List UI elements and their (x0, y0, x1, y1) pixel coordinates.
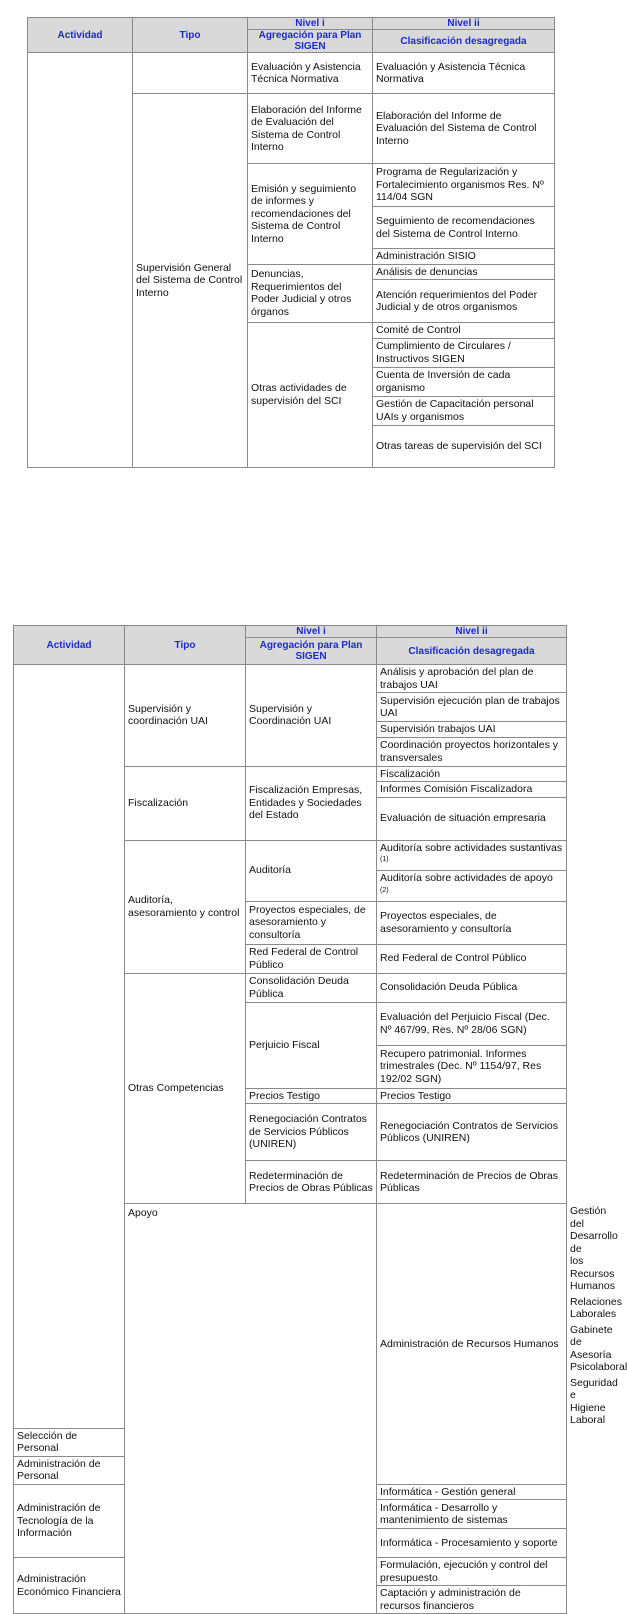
nivel-i-cell: Redeterminación de Precios de Obras Públicas (246, 1161, 377, 1204)
nivel-i-cell: Administración de Recursos Humanos (377, 1204, 567, 1485)
tipo-cell: Auditoría, asesoramiento y control (125, 840, 246, 973)
nivel-ii-cell: Recupero patrimonial. Informes trimestrales (Dec. Nº 1154/97, Res 192/02 SGN) (377, 1045, 567, 1088)
nivel-i-cell: Renegociación Contratos de Servicios Públicos (UNIREN) (246, 1104, 377, 1161)
nivel-ii-cell: Seguimiento de recomendaciones del Sistema de Control Interno (373, 207, 555, 249)
header-nivel-ii: Nivel ii (377, 626, 567, 638)
nivel-i-cell: Evaluación y Asistencia Técnica Normativa (248, 53, 373, 94)
classification-table-2: Actividad Tipo Nivel i Nivel ii Agregación para Plan SIGEN Clasificación desagregada Supervisión y coordinación UAI Supervisión y Coordinación UAI Análisis y aprobación del plan de trabajos UAI Supervisión ejecución plan de trabajos UAI Supervisión trabajos UAI Coordinación proyectos horizontales y transversales Fiscalización Fiscalización Empresas, Entidades y Sociedades del Estado Fiscalización Informes Comisión Fiscalizadora Evaluación de situación empresaria Auditoría, asesoramiento y control Auditoría Auditoría sobre actividades sustantivas $^{(1)}$ Auditoría sobre actividades de apoyo $^{(2)}$ Proyectos especiales, de asesoramiento y consultoría Proyectos especiales, de asesoramiento y consultoría Red Federal de Control Público Red Federal de Control Público Otras Competencias Consolidación Deuda Pública Consolidación Deuda Pública Perjuicio Fiscal Evaluación del Perjuicio Fiscal (Dec. Nº 467/99, Res. Nº 28/06 SGN) Recupero patrimonial. Informes trimestrales (Dec. Nº 1154/97, Res 192/02 SGN) Precios Testigo Precios Testigo Renegociación Contratos de Servicios Públicos (UNIREN) Renegociación Contratos de Servicios Públicos (UNIREN) Redeterminación de Precios de Obras Públicas Redeterminación de Precios de Obras Públicas Apoyo Administración de Recursos Humanos Gestión del Desarrollo de los Recursos Humanos Relaciones Laborales Gabinete de Asesoría Psicolaboral Seguridad e Higiene Laboral Selección de Personal Administración de Personal Administración de Tecnología de la Información Informática - Gestión general Informática - Desarrollo y mantenimiento de sistemas Informática - Procesamiento y soporte Administración Económico Financiera Formulación, ejecución y control del presupuesto Captación y administración de recursos financieros (13, 625, 567, 1614)
header-clasificacion: Clasificación desagregada (377, 638, 567, 665)
nivel-ii-cell: Análisis y aprobación del plan de trabajos UAI (377, 665, 567, 693)
nivel-ii-cell: Comité de Control (373, 323, 555, 339)
nivel-ii-cell: Otras tareas de supervisión del SCI (373, 425, 555, 467)
header-agregacion: Agregación para Plan SIGEN (246, 638, 377, 665)
header-tipo: Tipo (133, 18, 248, 53)
classification-table-1 (27, 17, 555, 468)
nivel-ii-cell: Informática - Gestión general (377, 1484, 567, 1500)
nivel-ii-cell: Selección de Personal (14, 1428, 125, 1456)
nivel-ii-cell (377, 840, 567, 871)
nivel-ii-cell: Formulación, ejecución y control del presupuesto (377, 1558, 567, 1586)
auditoria-apoyo-text: Auditoría sobre actividades de apoyo (380, 872, 553, 884)
nivel-ii-cell: Informática - Desarrollo y mantenimiento de sistemas (377, 1500, 567, 1529)
nivel-ii-cell: Redeterminación de Precios de Obras Públicas (377, 1161, 567, 1204)
nivel-ii-cell: Fiscalización (377, 766, 567, 782)
nivel-ii-cell: Programa de Regularización y Fortalecimiento organismos Res. Nº 114/04 SGN (373, 164, 555, 207)
nivel-ii-cell (377, 871, 567, 902)
tipo-cell-blank (133, 53, 248, 94)
nivel-ii-cell: Evaluación del Perjuicio Fiscal (Dec. Nº 467/99, Res. Nº 28/06 SGN) (377, 1002, 567, 1045)
header-nivel-ii: Nivel ii (373, 18, 555, 30)
header-agregacion: Agregación para Plan SIGEN (248, 30, 373, 53)
footnote-2-marker: (2) (380, 886, 389, 894)
tipo-cell: Supervisión General del Sistema de Control Interno (133, 94, 248, 468)
header-nivel-i: Nivel i (246, 626, 377, 638)
nivel-ii-cell: Coordinación proyectos horizontales y transversales (377, 737, 567, 766)
nivel-i-cell: Precios Testigo (246, 1088, 377, 1104)
header-tipo: Tipo (125, 626, 246, 665)
nivel-i-cell: Consolidación Deuda Pública (246, 973, 377, 1002)
header-actividad: Actividad (28, 18, 133, 53)
tipo-cell: Supervisión y coordinación UAI (125, 665, 246, 767)
header-actividad: Actividad (14, 626, 125, 665)
nivel-ii-cell: Supervisión trabajos UAI (377, 722, 567, 738)
nivel-i-cell: Denuncias, Requerimientos del Poder Judicial y otros órganos (248, 264, 373, 323)
nivel-ii-cell: Administración de Personal (14, 1456, 125, 1484)
nivel-ii-cell: Captación y administración de recursos financieros (377, 1586, 567, 1614)
nivel-i-cell: Administración Económico Financiera (14, 1558, 125, 1614)
nivel-i-cell: Red Federal de Control Público (246, 944, 377, 973)
nivel-i-cell: Auditoría (246, 840, 377, 901)
nivel-i-cell: Proyectos especiales, de asesoramiento y consultoría (246, 901, 377, 944)
nivel-ii-cell: Red Federal de Control Público (377, 944, 567, 973)
nivel-ii-cell: Informática - Procesamiento y soporte (377, 1529, 567, 1558)
nivel-ii-cell: Atención requerimientos del Poder Judicial y de otros organismos (373, 280, 555, 323)
nivel-ii-cell: Supervisión ejecución plan de trabajos UAI (377, 693, 567, 722)
nivel-ii-cell: Precios Testigo (377, 1088, 567, 1104)
nivel-ii-cell: Proyectos especiales, de asesoramiento y consultoría (377, 901, 567, 944)
nivel-ii-cell: Cuenta de Inversión de cada organismo (373, 367, 555, 396)
nivel-ii-cell: Evaluación de situación empresaria (377, 797, 567, 840)
nivel-ii-cell: Informes Comisión Fiscalizadora (377, 782, 567, 798)
nivel-i-cell: Otras actividades de supervisión del SCI (248, 323, 373, 468)
nivel-i-cell: Elaboración del Informe de Evaluación del Sistema de Control Interno (248, 94, 373, 164)
header-clasificacion: Clasificación desagregada (373, 30, 555, 53)
nivel-ii-cell: Elaboración del Informe de Evaluación del Sistema de Control Interno (373, 94, 555, 164)
footnote-1-marker: (1) (380, 856, 389, 863)
apoyo-cell: Apoyo (125, 1204, 377, 1614)
nivel-ii-cell: Consolidación Deuda Pública (377, 973, 567, 1002)
nivel-ii-cell: Análisis de denuncias (373, 264, 555, 280)
tipo-cell: Otras Competencias (125, 973, 246, 1204)
nivel-ii-cell: Evaluación y Asistencia Técnica Normativa (373, 53, 555, 94)
actividad-cell (14, 665, 125, 1429)
tipo-cell: Fiscalización (125, 766, 246, 840)
nivel-i-cell: Perjuicio Fiscal (246, 1002, 377, 1088)
nivel-i-cell: Fiscalización Empresas, Entidades y Sociedades del Estado (246, 766, 377, 840)
actividad-cell (28, 53, 133, 468)
nivel-ii-cell: Administración SISIO (373, 249, 555, 265)
nivel-ii-cell: Gestión de Capacitación personal UAIs y organismos (373, 396, 555, 425)
nivel-i-cell: Administración de Tecnología de la Información (14, 1484, 125, 1558)
header-nivel-i: Nivel i (248, 18, 373, 30)
nivel-ii-cell: Cumplimiento de Circulares / Instructivos SIGEN (373, 338, 555, 367)
nivel-i-cell: Emisión y seguimiento de informes y recomendaciones del Sistema de Control Interno (248, 164, 373, 265)
auditoria-sustantivas-text: Auditoría sobre actividades sustantivas (380, 841, 563, 854)
nivel-i-cell: Supervisión y Coordinación UAI (246, 665, 377, 767)
nivel-ii-cell: Renegociación Contratos de Servicios Públicos (UNIREN) (377, 1104, 567, 1161)
